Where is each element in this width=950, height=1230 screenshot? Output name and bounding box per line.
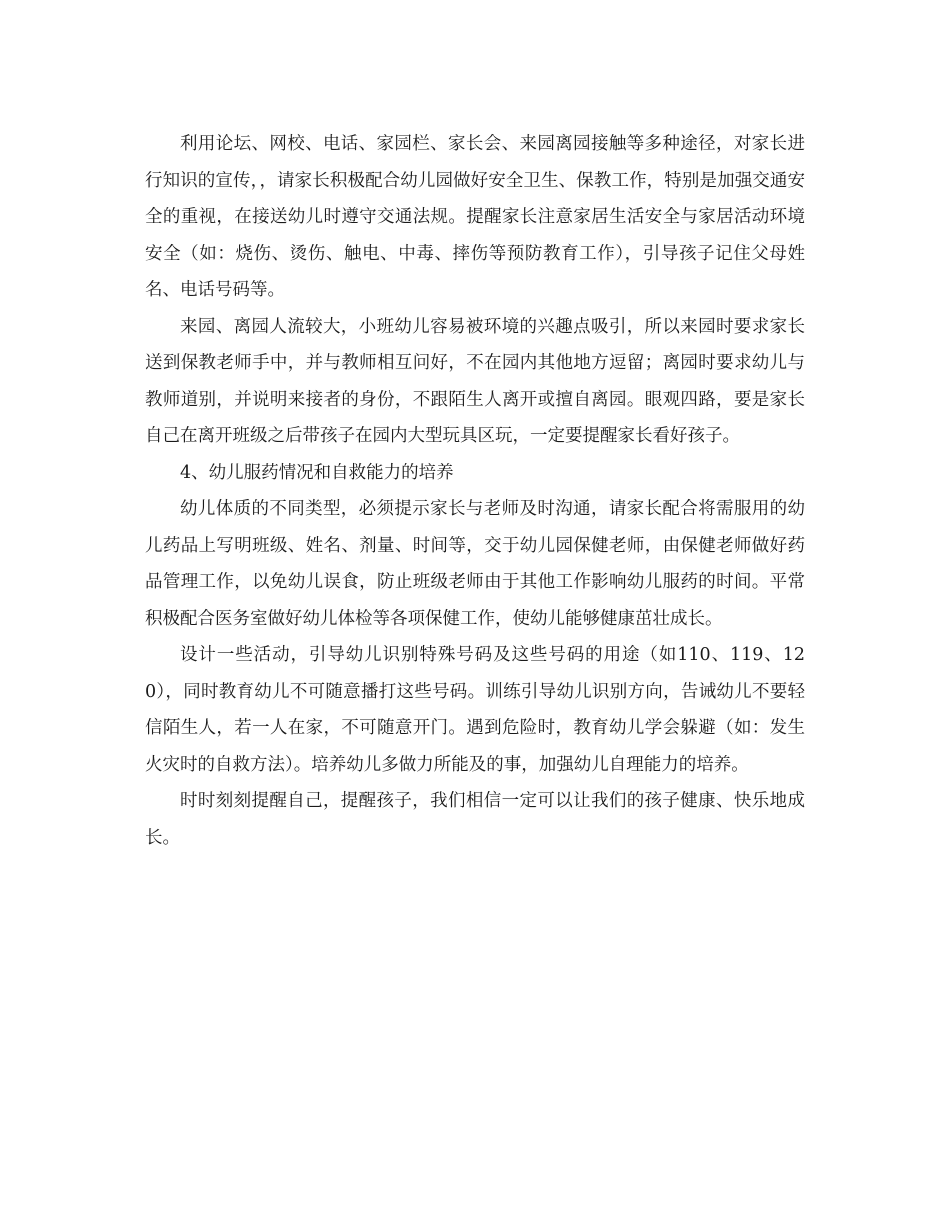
paragraph-emergency-numbers: 设计一些活动，引导幼儿识别特殊号码及这些号码的用途（如110、119、120），同时教育幼儿不可随意播打这些号码。训练引导幼儿识别方向，告诫幼儿不要轻信陌生人，若一人在家，不可随意开门。遇到危险时，教育幼儿学会躲避（如：发生火灾时的自救方法）。培养幼儿多做力所能及的事，加强幼儿自理能力的培养。	[145, 645, 805, 775]
paragraph-closing: 时时刻刻提醒自己，提醒孩子，我们相信一定可以让我们的孩子健康、快乐地成长。	[145, 791, 805, 848]
section-heading-medication-self-rescue: 4、幼儿服药情况和自救能力的培养	[180, 462, 454, 483]
paragraph-arrival-departure: 来园、离园人流较大，小班幼儿容易被环境的兴趣点吸引，所以来园时要求家长送到保教老师手中，并与教师相互问好，不在园内其他地方逗留；离园时要求幼儿与教师道别，并说明来接者的身份，不跟陌生人离开或擅自离园。眼观四路，要是家长自己在离开班级之后带孩子在园内大型玩具区玩，一定要提醒家长看好孩子。	[145, 316, 805, 446]
document-body	[145, 126, 805, 856]
paragraph-parent-communication: 利用论坛、网校、电话、家园栏、家长会、来园离园接触等多种途径，对家长进行知识的宣传，，请家长积极配合幼儿园做好安全卫生、保教工作，特别是加强交通安全的重视，在接送幼儿时遵守交通法规。提醒家长注意家居生活安全与家居活动环境安全（如：烧伤、烫伤、触电、中毒、摔伤等预防教育工作），引导孩子记住父母姓名、电话号码等。	[145, 134, 805, 300]
paragraph-medication: 幼儿体质的不同类型，必须提示家长与老师及时沟通，请家长配合将需服用的幼儿药品上写明班级、姓名、剂量、时间等，交于幼儿园保健老师，由保健老师做好药品管理工作，以免幼儿误食，防止班级老师由于其他工作影响幼儿服药的时间。平常积极配合医务室做好幼儿体检等各项保健工作，使幼儿能够健康茁壮成长。	[145, 499, 805, 629]
